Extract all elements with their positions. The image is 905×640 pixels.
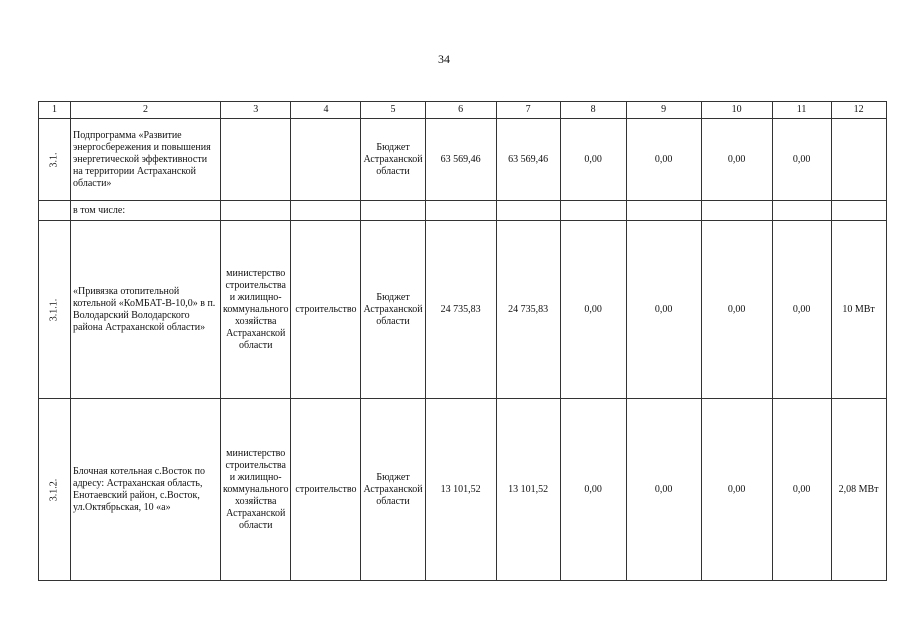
row-source: Бюджет Астраханской области [361, 221, 425, 399]
table-row [39, 221, 887, 399]
table-subheader-row [39, 201, 887, 221]
row-name: Подпрограмма «Развитие энергосбережения и повышения энергетической эффективности на территории Астраханской области» [71, 119, 221, 201]
budget-table [38, 101, 887, 581]
subheader-empty-cell [221, 201, 291, 221]
table-row [39, 119, 887, 201]
page-number: 34 [438, 52, 450, 66]
subheader-empty-cell [831, 201, 886, 221]
row-work-type: строительство [291, 399, 361, 581]
row-executor [221, 119, 291, 201]
row-work-type [291, 119, 361, 201]
column-header-4: 4 [291, 102, 361, 119]
row-value-8: 0,00 [560, 119, 626, 201]
row-value-10: 0,00 [701, 221, 772, 399]
row-value-8: 0,00 [560, 221, 626, 399]
row-value-10: 0,00 [701, 399, 772, 581]
column-header-8: 8 [560, 102, 626, 119]
row-executor: министерство строительства и жилищно-коммунального хозяйства Астраханской области [221, 221, 291, 399]
subheader-empty-cell [626, 201, 701, 221]
subheader-empty-cell [560, 201, 626, 221]
column-header-12: 12 [831, 102, 886, 119]
row-index-text: 3.1. [48, 152, 60, 167]
row-value-6: 63 569,46 [425, 119, 496, 201]
column-header-7: 7 [496, 102, 560, 119]
column-header-6: 6 [425, 102, 496, 119]
row-value-11: 0,00 [772, 119, 831, 201]
row-value-8: 0,00 [560, 399, 626, 581]
column-header-10: 10 [701, 102, 772, 119]
row-value-9: 0,00 [626, 399, 701, 581]
subheader-empty-cell [361, 201, 425, 221]
column-header-2: 2 [71, 102, 221, 119]
row-value-9: 0,00 [626, 119, 701, 201]
row-source: Бюджет Астраханской области [361, 399, 425, 581]
row-value-7: 13 101,52 [496, 399, 560, 581]
table-row [39, 399, 887, 581]
row-name: «Привязка отопительной котельной «КоМБАТ-В-10,0» в п. Володарский Володарского района Астраханской области» [71, 221, 221, 399]
row-value-6: 13 101,52 [425, 399, 496, 581]
row-name: Блочная котельная с.Восток по адресу: Астраханская область, Енотаевский район, с.Восток, ул.Октябрьская, 10 «а» [71, 399, 221, 581]
row-value-12: 2,08 МВт [831, 399, 886, 581]
row-value-11: 0,00 [772, 399, 831, 581]
row-index [39, 399, 71, 581]
row-work-type: строительство [291, 221, 361, 399]
row-executor: министерство строительства и жилищно-коммунального хозяйства Астраханской области [221, 399, 291, 581]
subheader-empty-cell [291, 201, 361, 221]
row-index-text: 3.1.1. [48, 298, 60, 321]
column-header-3: 3 [221, 102, 291, 119]
row-value-11: 0,00 [772, 221, 831, 399]
row-source: Бюджет Астраханской области [361, 119, 425, 201]
column-header-11: 11 [772, 102, 831, 119]
table-header-row [39, 102, 887, 119]
row-index-text: 3.1.2. [48, 478, 60, 501]
row-value-12 [831, 119, 886, 201]
row-value-7: 63 569,46 [496, 119, 560, 201]
row-index [39, 119, 71, 201]
subheader-label: в том числе: [71, 201, 221, 221]
row-value-6: 24 735,83 [425, 221, 496, 399]
column-header-1: 1 [39, 102, 71, 119]
row-value-10: 0,00 [701, 119, 772, 201]
subheader-empty-cell [496, 201, 560, 221]
row-value-9: 0,00 [626, 221, 701, 399]
subheader-empty-cell [772, 201, 831, 221]
column-header-5: 5 [361, 102, 425, 119]
column-header-9: 9 [626, 102, 701, 119]
row-value-12: 10 МВт [831, 221, 886, 399]
row-index [39, 221, 71, 399]
subheader-empty-cell [701, 201, 772, 221]
row-value-7: 24 735,83 [496, 221, 560, 399]
subheader-empty-cell [39, 201, 71, 221]
subheader-empty-cell [425, 201, 496, 221]
